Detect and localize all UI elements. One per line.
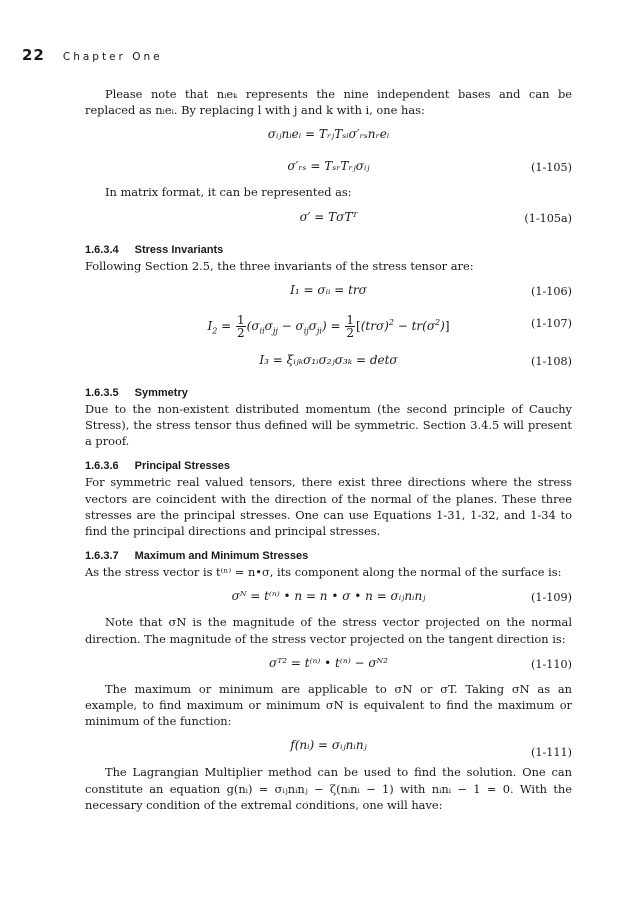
page-body [85, 86, 572, 813]
equation-number: (1-111) [531, 746, 572, 760]
running-header [22, 46, 163, 64]
equation-1-105a [85, 203, 572, 233]
paragraph-symmetry: Due to the non-existent distributed momentum (the second principle of Cauchy Stress), the stress tensor thus defined will be symmetric. Section 3.4.5 will present a proof. [85, 401, 572, 449]
equation-1-110 [85, 649, 572, 679]
equation-expression: $I_2$ = $\frac{1}{2}$ $(\sigma_{ii}\sigma_{jj} - \sigma_{ij}\sigma_{ji})$ = $\frac{1}{2}$ $[(tr\sigma)^2 - tr(\sigma^2)]$ [207, 312, 450, 340]
equation-number: (1-107) [531, 316, 572, 330]
paragraph-matrix-format: In matrix format, it can be represented as: [105, 185, 352, 200]
equation-expression: σ′ = TσTᵀ [299, 209, 358, 224]
section-title: Maximum and Minimum Stresses [134, 550, 309, 563]
paragraph-invariants: Following Section 2.5, the three invariants of the stress tensor are: [85, 258, 474, 273]
section-title: Principal Stresses [134, 460, 231, 473]
equation-1-108 [85, 346, 572, 376]
page-number: 22 [22, 46, 45, 64]
paragraph-stress-vector: As the stress vector is t⁽ⁿ⁾ = n•σ, its component along the normal of the surface is: [85, 565, 562, 580]
section-heading-symmetry [85, 386, 572, 401]
section-heading-max-min-stresses [85, 549, 572, 564]
equation-1-105 [85, 152, 572, 182]
equation-1-107 [85, 308, 572, 344]
paragraph-principal-stresses: For symmetric real valued tensors, there exist three directions where the stress vectors are coincident with the direction of the normal of the planes. These three stresses are the principal stresses. One can use Equations 1-31, 1-32, and 1-34 to find the principal directions and principal stresses. [85, 475, 572, 539]
section-title: Symmetry [134, 386, 188, 399]
equation-number: (1-108) [531, 354, 572, 368]
equation-1-109 [85, 582, 572, 612]
equation-1-111 [85, 731, 572, 761]
equation-expression: I₁ = σᵢᵢ = trσ [290, 282, 367, 297]
equation-expression: σᴺ = t⁽ⁿ⁾ • n = n • σ • n = σᵢⱼnᵢnⱼ [231, 589, 426, 604]
equation-expression: σᵢⱼnᵢeᵢ = TᵣⱼTₛᵢσ′ᵣₛnᵣeᵢ [267, 127, 390, 142]
equation-number: (1-109) [531, 591, 572, 605]
section-title: Stress Invariants [134, 243, 224, 256]
paragraph-max-min: The maximum or minimum are applicable to σN or σT. Taking σN as an example, to find maximum or minimum σN is equivalent to find the maximum or minimum of the function: [85, 681, 572, 729]
equation-stress-transform [85, 120, 572, 150]
section-number: 1.6.3.6 [85, 460, 119, 473]
equation-expression: σ′ᵣₛ = TₛᵣTᵣⱼσᵢⱼ [287, 159, 370, 174]
section-number: 1.6.3.4 [85, 243, 119, 256]
section-number: 1.6.3.7 [85, 550, 119, 563]
equation-expression: σᵀ² = t⁽ⁿ⁾ • t⁽ⁿ⁾ − σᴺ² [269, 655, 388, 670]
section-number: 1.6.3.5 [85, 386, 119, 399]
chapter-title: Chapter One [62, 51, 163, 63]
equation-number: (1-106) [531, 284, 572, 298]
equation-number: (1-110) [531, 657, 572, 671]
equation-number: (1-105) [531, 161, 572, 175]
paragraph-normal-magnitude: Note that σN is the magnitude of the stress vector projected on the normal direction. The magnitude of the stress vector projected on the tangent direction is: [85, 615, 572, 646]
equation-expression: I₃ = ξᵢⱼₖσ₁ᵢσ₂ⱼσ₃ₖ = detσ [259, 352, 398, 367]
equation-1-106 [85, 276, 572, 306]
paragraph-bases: Please note that nᵢeₖ represents the nine independent bases and can be replaced as nᵢeᵢ. By replacing l with j and k with i, one has: [85, 87, 572, 118]
equation-expression: f(nᵢ) = σᵢⱼnᵢnⱼ [290, 738, 367, 753]
equation-number: (1-105a) [524, 211, 572, 225]
section-heading-principal-stresses [85, 459, 572, 474]
paragraph-lagrangian: The Lagrangian Multiplier method can be used to find the solution. One can constitute an equation g(nᵢ) = σᵢⱼnᵢnⱼ − ζ(nᵢnᵢ − 1) with nᵢnᵢ − 1 = 0. With the necessary condition of the extremal conditions, one will have: [85, 765, 572, 812]
section-heading-stress-invariants [85, 243, 572, 258]
